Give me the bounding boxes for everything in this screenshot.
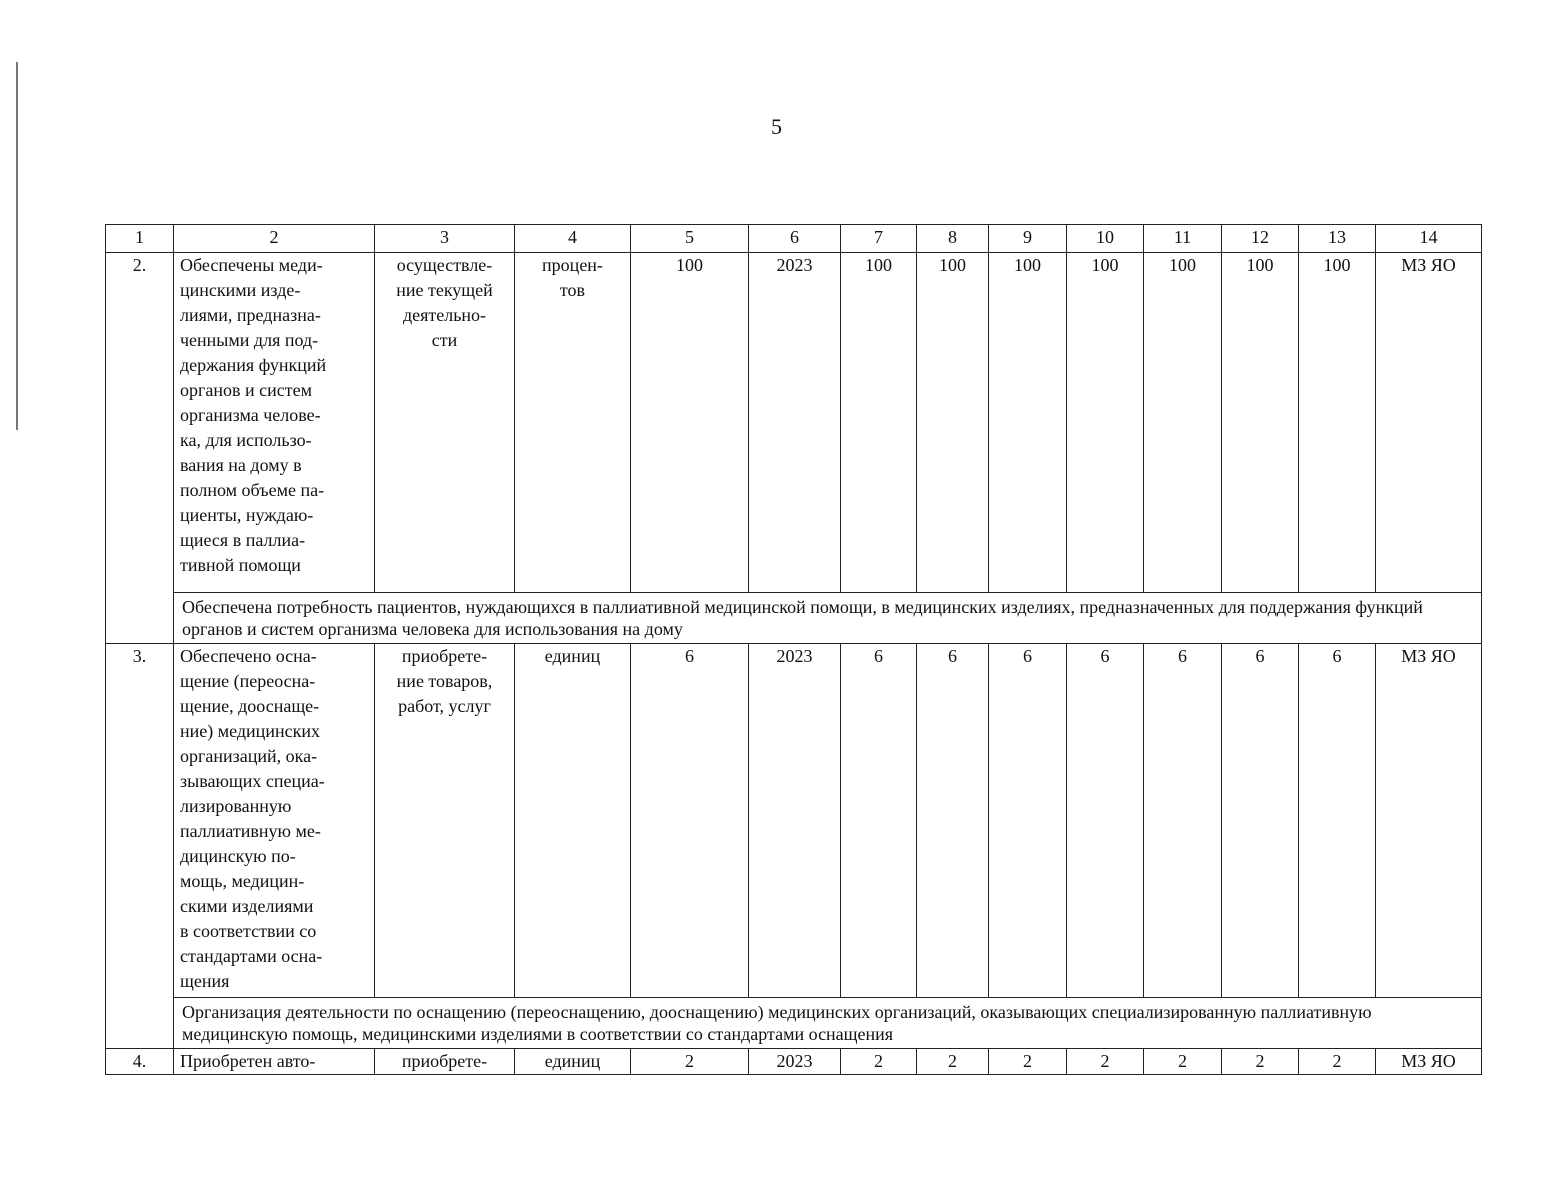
unit: единиц xyxy=(515,1049,631,1075)
base-year: 2023 xyxy=(749,644,841,998)
value-cell: 100 xyxy=(917,253,989,593)
value-cell: 6 xyxy=(1222,644,1299,998)
scan-edge-line xyxy=(16,62,18,430)
value-cell: 6 xyxy=(1299,644,1376,998)
page-number: 5 xyxy=(771,114,782,139)
result-type: приобрете- ние товаров, работ, услуг xyxy=(375,644,515,998)
header-cell: 7 xyxy=(841,225,917,253)
responsible: МЗ ЯО xyxy=(1376,644,1482,998)
indicators-table xyxy=(105,224,1482,1075)
table-row xyxy=(106,644,1482,998)
result-name: Обеспечено осна- щение (переосна- щение, дооснаще- ние) медицинских организаций, ока- зывающих специа- лизированную паллиативную ме- дицинскую по- мощь, медицин- скими изделиями в соответствии со стандартами осна- щения xyxy=(174,644,375,998)
value-cell: 2 xyxy=(1144,1049,1222,1075)
header-cell: 12 xyxy=(1222,225,1299,253)
value-cell: 2 xyxy=(841,1049,917,1075)
value-cell: 100 xyxy=(841,253,917,593)
note-row xyxy=(106,593,1482,644)
header-cell: 5 xyxy=(631,225,749,253)
value-cell: 100 xyxy=(1067,253,1144,593)
value-cell: 2 xyxy=(917,1049,989,1075)
value-cell: 6 xyxy=(917,644,989,998)
value-cell: 6 xyxy=(989,644,1067,998)
value-cell: 2 xyxy=(1222,1049,1299,1075)
unit: единиц xyxy=(515,644,631,998)
note-row xyxy=(106,998,1482,1049)
result-name: Приобретен авто- xyxy=(174,1049,375,1075)
header-cell: 3 xyxy=(375,225,515,253)
header-row xyxy=(106,225,1482,253)
value-cell: 6 xyxy=(841,644,917,998)
note-text: Организация деятельности по оснащению (переоснащению, дооснащению) медицинских организаций, оказывающих специализированную паллиативную медицинскую помощь, медицинскими изделиями в соответствии со стандартами оснащения xyxy=(174,998,1482,1049)
result-name: Обеспечены меди- цинскими изде- лиями, предназна- ченными для под- держания функций органов и систем организма челове- ка, для использо- вания на дому в полном объеме па- циенты, нуждаю- щиеся в паллиа- тивной помощи xyxy=(174,253,375,593)
unit: процен- тов xyxy=(515,253,631,593)
base-year: 2023 xyxy=(749,1049,841,1075)
base-year: 2023 xyxy=(749,253,841,593)
value-cell: 2 xyxy=(989,1049,1067,1075)
responsible: МЗ ЯО xyxy=(1376,253,1482,593)
table-row xyxy=(106,1049,1482,1075)
value-cell: 6 xyxy=(1144,644,1222,998)
base-value: 2 xyxy=(631,1049,749,1075)
note-text: Обеспечена потребность пациентов, нуждающихся в паллиативной медицинской помощи, в медицинских изделиях, предназначенных для поддержания функций органов и систем организма человека для использования на дому xyxy=(174,593,1482,644)
row-number: 3. xyxy=(106,644,174,1049)
base-value: 100 xyxy=(631,253,749,593)
base-value: 6 xyxy=(631,644,749,998)
header-cell: 1 xyxy=(106,225,174,253)
table-row xyxy=(106,253,1482,593)
result-type: осуществле- ние текущей деятельно- сти xyxy=(375,253,515,593)
header-cell: 4 xyxy=(515,225,631,253)
header-cell: 11 xyxy=(1144,225,1222,253)
result-type: приобрете- xyxy=(375,1049,515,1075)
value-cell: 2 xyxy=(1067,1049,1144,1075)
header-cell: 13 xyxy=(1299,225,1376,253)
header-cell: 2 xyxy=(174,225,375,253)
responsible: МЗ ЯО xyxy=(1376,1049,1482,1075)
header-cell: 6 xyxy=(749,225,841,253)
row-number: 2. xyxy=(106,253,174,644)
value-cell: 6 xyxy=(1067,644,1144,998)
value-cell: 100 xyxy=(989,253,1067,593)
value-cell: 2 xyxy=(1299,1049,1376,1075)
value-cell: 100 xyxy=(1144,253,1222,593)
header-cell: 10 xyxy=(1067,225,1144,253)
value-cell: 100 xyxy=(1299,253,1376,593)
header-cell: 14 xyxy=(1376,225,1482,253)
header-cell: 9 xyxy=(989,225,1067,253)
row-number: 4. xyxy=(106,1049,174,1075)
value-cell: 100 xyxy=(1222,253,1299,593)
header-cell: 8 xyxy=(917,225,989,253)
